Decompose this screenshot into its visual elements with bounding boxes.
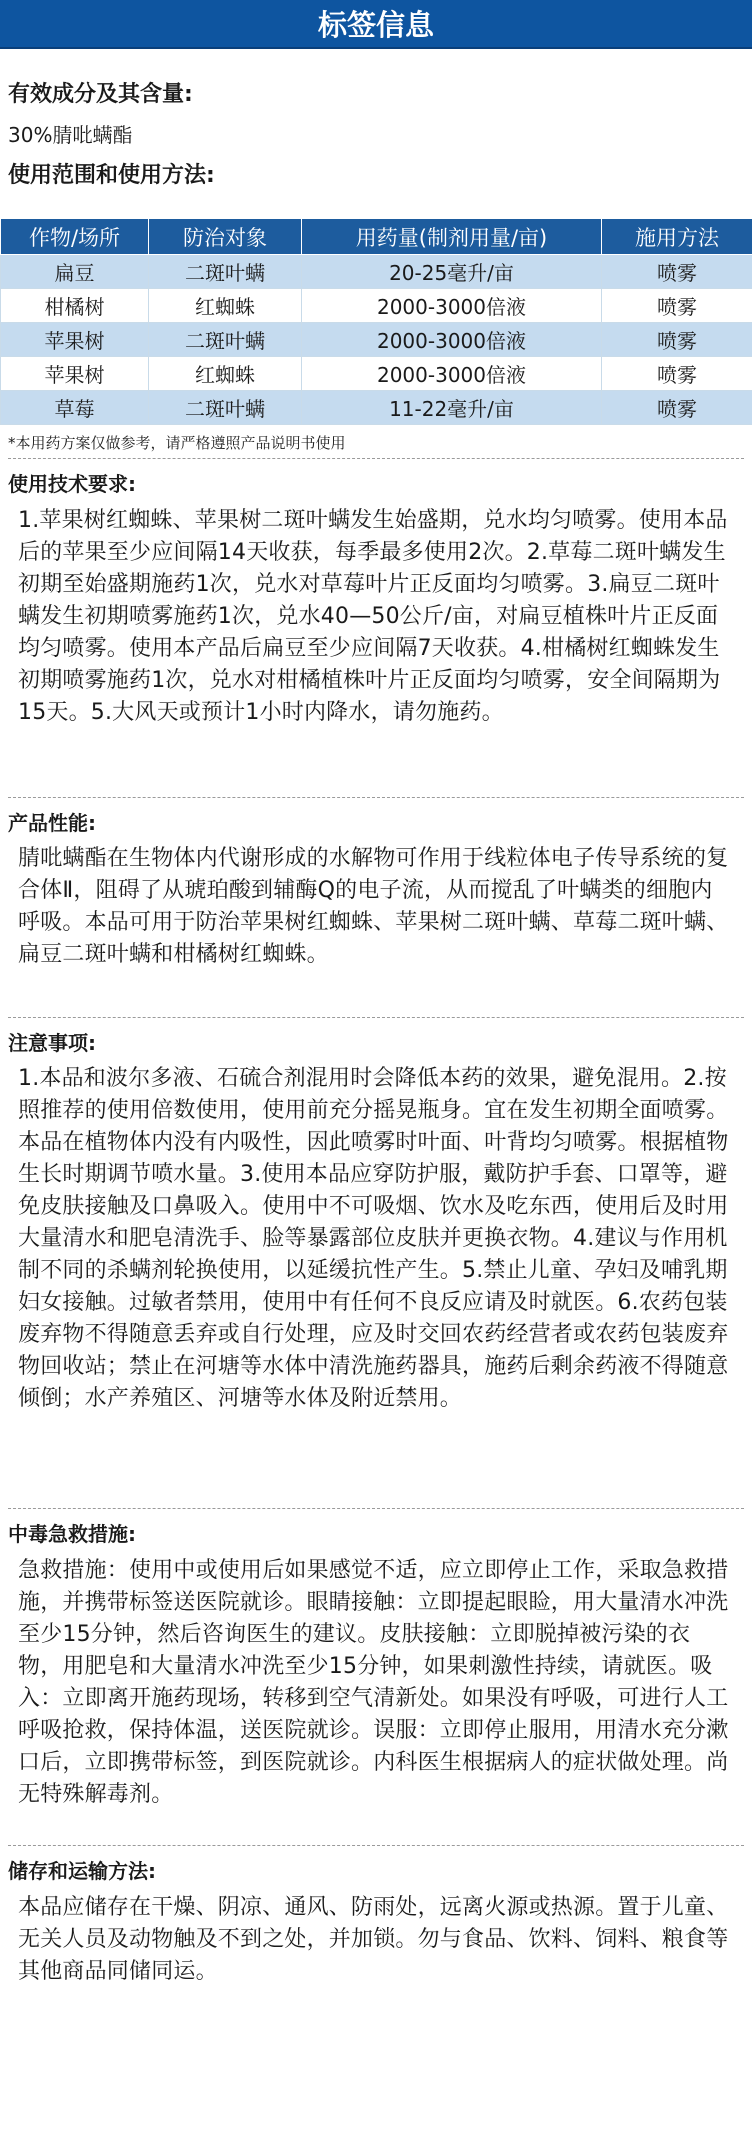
- table-cell: 喷雾: [602, 289, 752, 323]
- performance-title: 产品性能:: [8, 811, 96, 835]
- table-header-dosage: 用药量(制剂用量/亩): [302, 219, 602, 255]
- page-title: 标签信息: [317, 8, 434, 42]
- usage-note: *本用药方案仅做参考，请严格遵照产品说明书使用: [8, 434, 346, 452]
- precautions-title: 注意事项:: [8, 1031, 96, 1055]
- table-cell: 二斑叶螨: [149, 255, 302, 289]
- page-header: [0, 0, 752, 49]
- ingredient-value: 30%腈吡螨酯: [8, 123, 133, 147]
- table-cell: 2000-3000倍液: [302, 289, 602, 323]
- first-aid-title: 中毒急救措施:: [8, 1522, 136, 1546]
- performance-body: 腈吡螨酯在生物体内代谢形成的水解物可作用于线粒体电子传导系统的复合体Ⅱ，阻碍了从琥珀酸到辅酶Q的电子流，从而搅乱了叶螨类的细胞内呼吸。本品可用于防治苹果树红蜘蛛、苹果树二斑叶螨、草莓二斑叶螨、扁豆二斑叶螨和柑橘树红蜘蛛。: [18, 846, 729, 967]
- table-cell: 2000-3000倍液: [302, 357, 602, 391]
- first-aid-body: 急救措施：使用中或使用后如果感觉不适，应立即停止工作，采取急救措施，并携带标签送医院就诊。眼睛接触：立即提起眼睑，用大量清水冲洗至少15分钟，然后咨询医生的建议。皮肤接触：立即脱掉被污染的衣物，用肥皂和大量清水冲洗至少15分钟，如果刺激性持续，请就医。吸入：立即离开施药现场，转移到空气清新处。如果没有呼吸，可进行人工呼吸抢救，保持体温，送医院就诊。误服：立即停止服用，用清水充分漱口后，立即携带标签，到医院就诊。内科医生根据病人的症状做处理。尚无特殊解毒剂。: [18, 1558, 729, 1807]
- storage-title: 储存和运输方法:: [8, 1859, 156, 1883]
- table-cell: 苹果树: [1, 323, 149, 357]
- table-cell: 扁豆: [1, 255, 149, 289]
- table-cell: 柑橘树: [1, 289, 149, 323]
- table-row: [1, 323, 752, 357]
- section-divider: [8, 797, 744, 798]
- table-cell: 喷雾: [602, 357, 752, 391]
- table-cell: 红蜘蛛: [149, 357, 302, 391]
- table-row: [1, 255, 752, 289]
- section-divider: [8, 1508, 744, 1509]
- precautions-body: 1.本品和波尔多液、石硫合剂混用时会降低本药的效果，避免混用。2.按照推荐的使用倍数使用，使用前充分摇晃瓶身。宜在发生初期全面喷雾。本品在植物体内没有内吸性，因此喷雾时叶面、叶背均匀喷雾。根据植物生长时期调节喷水量。3.使用本品应穿防护服，戴防护手套、口罩等，避免皮肤接触及口鼻吸入。使用中不可吸烟、饮水及吃东西，使用后及时用大量清水和肥皂清洗手、脸等暴露部位皮肤并更换衣物。4.建议与作用机制不同的杀螨剂轮换使用，以延缓抗性产生。5.禁止儿童、孕妇及哺乳期妇女接触。过敏者禁用，使用中有任何不良反应请及时就医。6.农药包装废弃物不得随意丢弃或自行处理，应及时交回农药经营者或农药包装废弃物回收站；禁止在河塘等水体中清洗施药器具，施药后剩余药液不得随意倾倒；水产养殖区、河塘等水体及附近禁用。: [18, 1066, 729, 1411]
- table-row: [1, 289, 752, 323]
- table-header-target: 防治对象: [149, 219, 302, 255]
- table-cell: 喷雾: [602, 255, 752, 289]
- table-cell: 11-22毫升/亩: [302, 391, 602, 425]
- ingredient-heading: 有效成分及其含量:: [8, 82, 193, 107]
- section-divider: [8, 458, 744, 459]
- table-cell: 二斑叶螨: [149, 391, 302, 425]
- section-divider: [8, 1845, 744, 1846]
- table-cell: 喷雾: [602, 323, 752, 357]
- table-cell: 二斑叶螨: [149, 323, 302, 357]
- section-divider: [8, 1017, 744, 1018]
- usage-scope-heading: 使用范围和使用方法:: [8, 163, 215, 188]
- table-cell: 20-25毫升/亩: [302, 255, 602, 289]
- table-cell: 苹果树: [1, 357, 149, 391]
- table-header-row: [1, 219, 752, 255]
- table-header-crop: 作物/场所: [1, 219, 149, 255]
- table-row: [1, 357, 752, 391]
- table-cell: 2000-3000倍液: [302, 323, 602, 357]
- technical-title: 使用技术要求:: [8, 472, 136, 496]
- table-header-method: 施用方法: [602, 219, 752, 255]
- storage-body: 本品应储存在干燥、阴凉、通风、防雨处，远离火源或热源。置于儿童、无关人员及动物触及不到之处，并加锁。勿与食品、饮料、饲料、粮食等其他商品同储同运。: [18, 1895, 729, 1984]
- table-cell: 喷雾: [602, 391, 752, 425]
- usage-table: [0, 218, 752, 425]
- table-cell: 红蜘蛛: [149, 289, 302, 323]
- table-row: [1, 391, 752, 425]
- technical-body: 1.苹果树红蜘蛛、苹果树二斑叶螨发生始盛期，兑水均匀喷雾。使用本品后的苹果至少应间隔14天收获，每季最多使用2次。2.草莓二斑叶螨发生初期至始盛期施药1次，兑水对草莓叶片正反面均匀喷雾。3.扁豆二斑叶螨发生初期喷雾施药1次，兑水40—50公斤/亩，对扁豆植株叶片正反面均匀喷雾。使用本产品后扁豆至少应间隔7天收获。4.柑橘树红蜘蛛发生初期喷雾施药1次，兑水对柑橘植株叶片正反面均匀喷雾，安全间隔期为15天。5.大风天或预计1小时内降水，请勿施药。: [18, 508, 728, 725]
- table-cell: 草莓: [1, 391, 149, 425]
